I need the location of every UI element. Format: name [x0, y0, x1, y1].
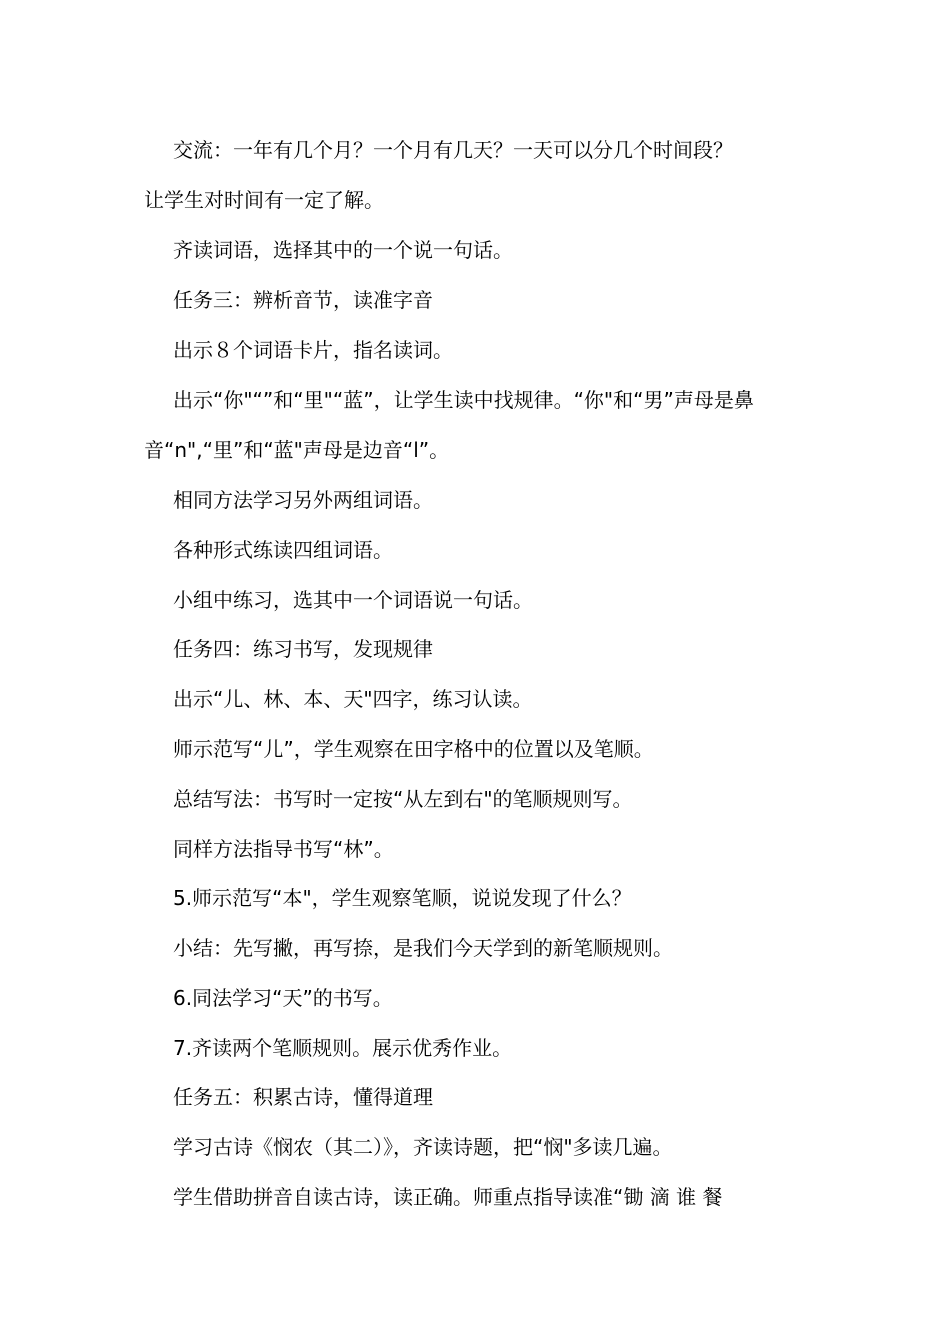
- text-line-17: 小结：先写撇，再写捺，是我们今天学到的新笔顺规则。: [173, 936, 673, 960]
- text-line-6: 出示“你"“”和“里"“蓝”，让学生读中找规律。“你"和“男”声母是鼻: [173, 388, 754, 412]
- task-four-heading: 任务四：练习书写，发现规律: [173, 637, 433, 661]
- text-line-16: 5.师示范写“本"，学生观察笔顺，说说发现了什么？: [173, 886, 632, 910]
- text-line-14: 总结写法：书写时一定按“从左到右"的笔顺规则写。: [173, 787, 633, 811]
- text-line-13: 师示范写“儿”，学生观察在田字格中的位置以及笔顺。: [173, 737, 654, 761]
- text-line-2: 让学生对时间有一定了解。: [144, 188, 384, 212]
- text-line-21: 学习古诗《悯农（其二）》，齐读诗题，把“悯"多读几遍。: [173, 1135, 673, 1159]
- text-line-8: 相同方法学习另外两组词语。: [173, 488, 433, 512]
- text-line-15: 同样方法指导书写“林”。: [173, 837, 394, 861]
- text-line-7: 音“n",“里”和“蓝"声母是边音“l”。: [144, 438, 450, 462]
- text-line-9: 各种形式练读四组词语。: [173, 538, 393, 562]
- text-line-19: 7.齐读两个笔顺规则。展示优秀作业。: [173, 1036, 513, 1060]
- text-line-3: 齐读词语，选择其中的一个说一句话。: [173, 238, 513, 262]
- text-line-12: 出示“儿、林、本、天"四字，练习认读。: [173, 687, 533, 711]
- text-line-5: 出示８个词语卡片，指名读词。: [173, 338, 453, 362]
- text-line-18: 6.同法学习“天”的书写。: [173, 986, 393, 1010]
- task-three-heading: 任务三：辨析音节，读准字音: [173, 288, 433, 312]
- text-line-1: 交流：一年有几个月？一个月有几天？一天可以分几个时间段？: [173, 138, 733, 162]
- task-five-heading: 任务五：积累古诗，懂得道理: [173, 1085, 433, 1109]
- text-line-22: 学生借助拼音自读古诗，读正确。师重点指导读准“锄 滴 谁 餐: [173, 1185, 723, 1209]
- text-line-10: 小组中练习，选其中一个词语说一句话。: [173, 588, 533, 612]
